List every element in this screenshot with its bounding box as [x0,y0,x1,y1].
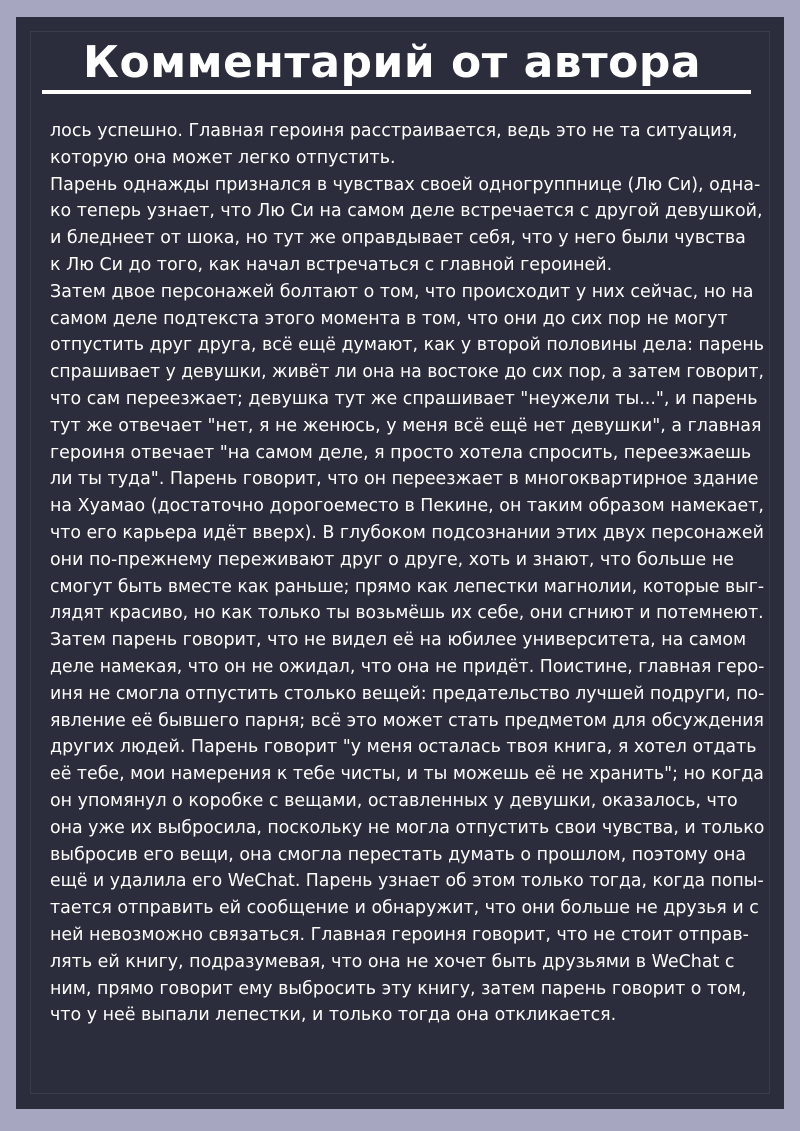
text-line: самом деле подтекста этого момента в том, что они до сих пор не могут [50,308,728,329]
text-line: она уже их выбросила, поскольку не могла отпустить свои чувства, и только [50,817,765,838]
text-line: тут же отвечает "нет, я не женюсь, у меня всё ещё нет девушки", а главная [50,415,762,436]
text-line: спрашивает у девушки, живёт ли она на востоке до сих пор, а затем говорит, [50,362,764,383]
text-line: лось успешно. Главная героиня расстраивается, ведь это не та ситуация, [50,121,738,141]
text-line: ним, прямо говорит ему выбросить эту книгу, затем парень говорит о том, [50,978,747,999]
text-line: отпустить друг друга, всё ещё думают, как у второй половины дела: парень [50,335,765,356]
text-line: и бледнеет от шока, но тут же оправдывает себя, что у него были чувства [50,228,746,249]
text-line: Парень однажды признался в чувствах своей одногруппнице (Лю Си), одна- [50,174,761,195]
text-line: Затем парень говорит, что не видел её на юбилее университета, на самом [50,630,747,651]
text-line: ещё и удалила его WeChat. Парень узнает об этом только тогда, когда попы- [50,871,764,892]
text-line: явление её бывшего парня; всё это может стать предметом для обсуждения [50,710,764,731]
text-line: деле намекая, что он не ожидал, что она не придёт. Поистине, главная геро- [50,656,765,677]
text-line: ко теперь узнает, что Лю Си на самом деле встречается с другой девушкой, [50,201,763,222]
text-line: к Лю Си до того, как начал встречаться с главной героиней. [50,254,613,275]
text-line: лять ей книгу, подразумевая, что она не хочет быть друзьями в WeChat с [50,951,735,972]
text-line: ней невозможно связаться. Главная героиня говорит, что не стоит отправ- [50,924,749,945]
text-line: он упомянул о коробке с вещами, оставленных у девушки, оказалось, что [50,790,738,811]
title-underline [42,90,751,94]
text-line: выбросив его вещи, она смогла перестать думать о прошлом, поэтому она [50,844,747,865]
text-line: которую она может легко отпустить. [50,147,396,168]
text-line: её тебе, мои намерения к тебе чисты, и ты можешь её не хранить"; но когда [50,764,764,785]
text-line: что сам переезжает; девушка тут же спрашивает "неужели ты...", и парень [50,388,758,409]
text-line: что его карьера идёт вверх). В глубоком подсознании этих двух персонажей [50,522,764,543]
text-line: других людей. Парень говорит "у меня осталась твоя книга, я хотел отдать [50,737,757,758]
text-line: тается отправить ей сообщение и обнаружит, что они больше не друзья и с [50,898,759,919]
text-line: Затем двое персонажей болтают о том, что происходит у них сейчас, но на [50,281,754,302]
page-title: Комментарий от автора [83,37,702,88]
comment-body [50,118,766,1029]
text-line: на Хуамао (достаточно дорогоеместо в Пекине, он таким образом намекает, [50,496,764,517]
text-line: смогут быть вместе как раньше; прямо как лепестки магнолии, которые выг- [50,576,765,597]
text-line: героиня отвечает "на самом деле, я просто хотела спросить, переезжаешь [50,442,752,463]
text-line: лядят красиво, но как только ты возьмёшь их себе, они сгниют и потемнеют. [50,603,764,624]
text-line: ли ты туда". Парень говорит, что он переезжает в многоквартирное здание [50,469,759,490]
text-line: они по-прежнему переживают друг о друге, хоть и знают, что больше не [50,549,734,570]
text-line: что у неё выпали лепестки, и только тогда она откликается. [50,1005,617,1026]
text-line: иня не смогла отпустить столько вещей: предательство лучшей подруги, по- [50,683,765,704]
